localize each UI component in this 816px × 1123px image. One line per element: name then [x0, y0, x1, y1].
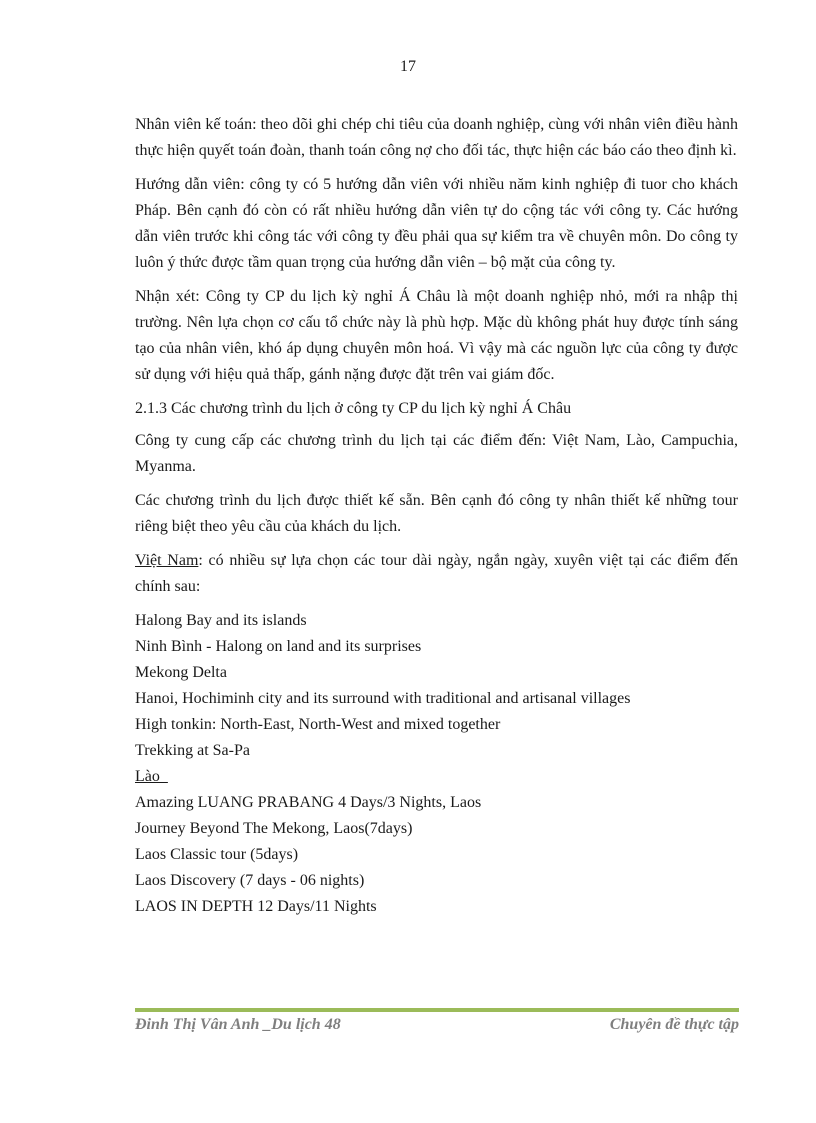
list-item: Halong Bay and its islands: [135, 612, 307, 629]
lao-label: Lào: [135, 768, 168, 785]
list-item: Hanoi, Hochiminh city and its surround with traditional and artisanal villages: [135, 690, 631, 707]
list-item: Amazing LUANG PRABANG 4 Days/3 Nights, Laos: [135, 794, 482, 811]
list-item: Mekong Delta: [135, 664, 227, 681]
list-item: Laos Discovery (7 days - 06 nights): [135, 872, 365, 889]
list-item: Trekking at Sa-Pa: [135, 742, 250, 759]
vietnam-tour-list: [135, 608, 738, 920]
footer-author: Đinh Thị Vân Anh _Du lịch 48: [135, 1016, 341, 1033]
document-body: [135, 112, 738, 920]
list-item: High tonkin: North-East, North-West and mixed together: [135, 716, 501, 733]
list-item: Journey Beyond The Mekong, Laos(7days): [135, 820, 413, 837]
section-heading: 2.1.3 Các chương trình du lịch ở công ty CP du lịch kỳ nghỉ Á Châu: [135, 400, 572, 417]
paragraph-accountant: Nhân viên kế toán: theo dõi ghi chép chi tiêu của doanh nghiệp, cùng với nhân viên điều hành thực hiện quyết toán đoàn, thanh toán công nợ cho đối tác, thực hiện các báo cáo theo định kì.: [135, 116, 738, 159]
paragraph-vietnam: [135, 548, 738, 600]
paragraph-destinations: Công ty cung cấp các chương trình du lịch tại các điểm đến: Việt Nam, Lào, Campuchia, Myanma.: [135, 432, 738, 475]
list-item: LAOS IN DEPTH 12 Days/11 Nights: [135, 898, 377, 915]
vietnam-description: : có nhiều sự lựa chọn các tour dài ngày, ngắn ngày, xuyên việt tại các điểm đến chính sau:: [135, 552, 738, 595]
page-footer: [135, 1016, 739, 1034]
list-item: Laos Classic tour (5days): [135, 846, 299, 863]
paragraph-programs: Các chương trình du lịch được thiết kế sẵn. Bên cạnh đó công ty nhân thiết kế những tour riêng biệt theo yêu cầu của khách du lịch.: [135, 492, 738, 535]
paragraph-remarks: Nhận xét: Công ty CP du lịch kỳ nghỉ Á Châu là một doanh nghiệp nhỏ, mới ra nhập thị trường. Nên lựa chọn cơ cấu tổ chức này là phù hợp. Mặc dù không phát huy được tính sáng tạo của nhân viên, khó áp dụng chuyên môn hoá. Vì vậy mà các nguồn lực của công ty được sử dụng với hiệu quả thấp, gánh nặng được đặt trên vai giám đốc.: [135, 288, 738, 383]
list-item: Ninh Bình - Halong on land and its surprises: [135, 638, 422, 655]
page-number: 17: [400, 58, 416, 75]
footer-divider: [135, 1008, 739, 1012]
vietnam-label: Việt Nam: [135, 552, 199, 569]
footer-document-type: Chuyên đề thực tập: [609, 1016, 739, 1033]
paragraph-tour-guides: Hướng dẫn viên: công ty có 5 hướng dẫn viên với nhiều năm kinh nghiệp đi tuor cho khách Pháp. Bên cạnh đó còn có rất nhiều hướng dẫn viên tự do cộng tác với công ty. Các hướng dẫn viên trước khi công tác với công ty đều phải qua sự kiểm tra về chuyên môn. Do công ty luôn ý thức được tầm quan trọng của hướng dẫn viên – bộ mặt của công ty.: [135, 176, 738, 271]
